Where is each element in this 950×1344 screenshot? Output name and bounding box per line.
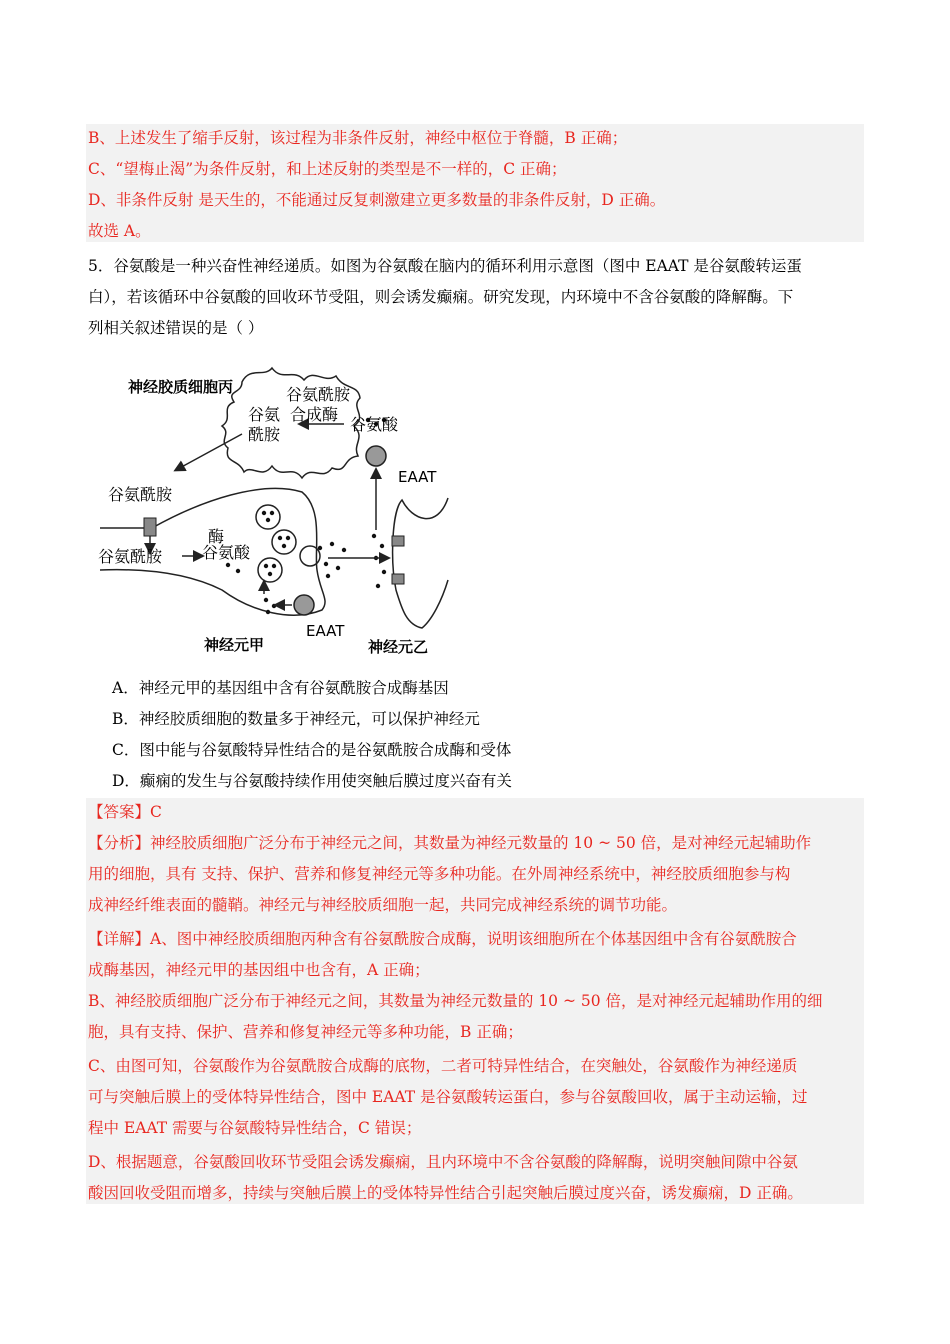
neuron-a-label: 神经元甲 — [204, 636, 265, 654]
neuron-b-label: 神经元乙 — [368, 638, 429, 656]
detail-line: D、根据题意，谷氨酸回收环节受阻会诱发癫痫，且内环境中不含谷氨酸的降解酶，说明突触间隙中谷氨 — [88, 1153, 798, 1171]
detail-line: 酸因回收受阻而增多，持续与突触后膜上的受体特异性结合引起突触后膜过度兴奋，诱发癫痫，D 正确。 — [88, 1184, 803, 1202]
glutamine-glia-2: 酰胺 — [248, 425, 281, 444]
detail-line: 程中 EAAT 需要与谷氨酸特异性结合，C 错误； — [88, 1119, 422, 1137]
vesicle — [256, 505, 320, 582]
synthetase-label-2: 合成酶 — [290, 405, 339, 424]
answer-line: C、“望梅止渴”为条件反射，和上述反射的类型是不一样的，C 正确； — [88, 160, 567, 178]
eaat-transporter-bottom — [294, 595, 314, 615]
glutamate-dots — [226, 418, 386, 614]
analysis-line: 用的细胞，具有 支持、保护、营养和修复神经元等多种功能。在外周神经系统中，神经胶质细胞参与构 — [88, 865, 791, 883]
detail-line: B、神经胶质细胞广泛分布于神经元之间，其数量为神经元数量的 10 ~ 50 倍，是对神经元起辅助作用的细 — [88, 992, 823, 1010]
eaat-top-label: EAAT — [398, 468, 437, 486]
option-d: D．癫痫的发生与谷氨酸持续作用使突触后膜过度兴奋有关 — [112, 772, 512, 790]
analysis-line: 成神经纤维表面的髓鞘。神经元与神经胶质细胞一起，共同完成神经系统的调节功能。 — [88, 896, 678, 914]
option-c: C．图中能与谷氨酸特异性结合的是谷氨酰胺合成酶和受体 — [112, 741, 512, 759]
receptor — [392, 536, 404, 546]
answer-key-line: 【答案】C — [88, 803, 162, 821]
detail-line: 【详解】A、图中神经胶质细胞丙种含有谷氨酰胺合成酶，说明该细胞所在个体基因组中含有谷氨酰胺合 — [88, 930, 797, 948]
answer-line: D、非条件反射 是天生的，不能通过反复刺激建立更多数量的非条件反射，D 正确。 — [88, 191, 666, 209]
option-a: A．神经元甲的基因组中含有谷氨酰胺合成酶基因 — [112, 679, 449, 697]
glutamine-transporter — [144, 518, 156, 536]
detail-line: 可与突触后膜上的受体特异性结合，图中 EAAT 是谷氨酸转运蛋白，参与谷氨酸回收，属于主动运输，过 — [88, 1088, 808, 1106]
detail-line: C、由图可知，谷氨酸作为谷氨酰胺合成酶的底物，二者可特异性结合，在突触处，谷氨酸作为神经递质 — [88, 1057, 798, 1075]
glutamine-glia-1: 谷氨 — [248, 405, 281, 424]
glutamine-outside-label: 谷氨酰胺 — [108, 485, 173, 504]
question-stem-line: 白），若该循环中谷氨酸的回收环节受阻，则会诱发癫痫。研究发现，内环境中不含谷氨酸的降解酶。下 — [88, 288, 794, 306]
question-stem-line: 5．谷氨酸是一种兴奋性神经递质。如图为谷氨酸在脑内的循环利用示意图（图中 EAAT 是谷氨酸转运蛋 — [88, 257, 802, 275]
question-stem-line: 列相关叙述错误的是（ ） — [88, 319, 264, 337]
option-b: B．神经胶质细胞的数量多于神经元，可以保护神经元 — [112, 710, 480, 728]
receptor — [392, 574, 404, 584]
neuron-b-outline — [393, 498, 448, 628]
glutamate-cycle-diagram — [92, 360, 452, 660]
glia-label: 神经胶质细胞丙 — [128, 378, 234, 396]
answer-line: 故选 A。 — [88, 222, 151, 240]
glutamine-inside-label: 谷氨酰胺 — [98, 547, 163, 566]
glutamate-glia: 谷氨酸 — [350, 415, 399, 434]
eaat-bottom-label: EAAT — [306, 622, 345, 640]
analysis-line: 【分析】神经胶质细胞广泛分布于神经元之间，其数量为神经元数量的 10 ~ 50 倍，是对神经元起辅助作 — [88, 834, 812, 852]
synthetase-label-1: 谷氨酰胺 — [286, 385, 351, 404]
answer-line: B、上述发生了缩手反射，该过程为非条件反射，神经中枢位于脊髓，B 正确； — [88, 129, 628, 147]
detail-line: 成酶基因，神经元甲的基因组中也含有，A 正确； — [88, 961, 430, 979]
eaat-transporter-top — [366, 446, 386, 466]
enzyme-label: 酶 — [208, 527, 225, 546]
detail-line: 胞，具有支持、保护、营养和修复神经元等多种功能，B 正确； — [88, 1023, 523, 1041]
glutamate-inside-label: 谷氨酸 — [202, 543, 251, 562]
